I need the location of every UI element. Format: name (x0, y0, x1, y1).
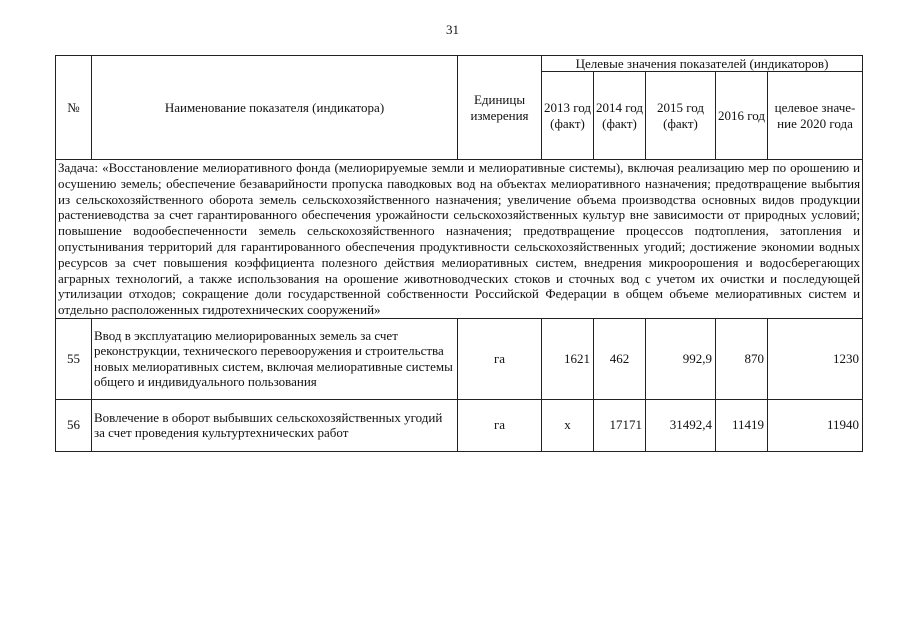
row-number: 55 (56, 318, 92, 399)
indicator-name: Вовлечение в оборот выбывших сельскохозяйственных угодий за счет проведения культуртехнических работ (92, 399, 458, 451)
header-target-values: Целевые значения показателей (индикаторов) (542, 56, 863, 72)
value-2015: 31492,4 (646, 399, 716, 451)
header-year-2014: 2014 год (факт) (594, 72, 646, 160)
header-number: № (56, 56, 92, 160)
indicator-name: Ввод в эксплуатацию мелиорированных земель за счет реконструкции, технического перевооружения и строительства новых мелиоративных систем, включая мелиоративные системы общего и индивидуального пользования (92, 318, 458, 399)
header-target-2020: целевое значе-ние 2020 года (768, 72, 863, 160)
table-row (56, 399, 863, 451)
header-year-2013: 2013 год (факт) (542, 72, 594, 160)
value-2016: 11419 (716, 399, 768, 451)
header-year-2016: 2016 год (716, 72, 768, 160)
indicators-table (55, 55, 863, 452)
value-2016: 870 (716, 318, 768, 399)
value-2020: 1230 (768, 318, 863, 399)
value-2013: х (542, 399, 594, 451)
task-description: Задача: «Восстановление мелиоративного фонда (мелиорируемые земли и мелиоративные системы), включая реализацию мер по орошению и осушению земель; обеспечение безаварийности пропуска паводковых вод на объектах мелиоративного назначения; предотвращение выбытия из сельскохозяйственного оборота земель сельскохозяйственного назначения; увеличение объема производства основных видов продукции растениеводства за счет гарантированного обеспечения урожайности сельскохозяйственных культур вне зависимости от природных условий; повышение водообеспеченности земель сельскохозяйственного назначения; предотвращение процессов подтопления, затопления и опустынивания территорий для гарантированного обеспечения продуктивности сельскохозяйственных угодий; достижение экономии водных ресурсов за счет повышения коэффициента полезного действия мелиоративных систем, внедрения микроорошения и водосберегающих аграрных технологий, а также использования на орошение животноводческих стоков и сточных вод с учетом их очистки и последующей утилизации отходов; сокращение доли государственной собственности Российской Федерации в общем объеме мелиоративных систем и отдельно расположенных гидротехнических сооружений» (56, 160, 863, 319)
value-2014: 17171 (594, 399, 646, 451)
value-2014: 462 (594, 318, 646, 399)
value-2013: 1621 (542, 318, 594, 399)
page-number: 31 (446, 22, 459, 37)
header-year-2015: 2015 год (факт) (646, 72, 716, 160)
value-2020: 11940 (768, 399, 863, 451)
header-indicator-name: Наименование показателя (индикатора) (92, 56, 458, 160)
value-2015: 992,9 (646, 318, 716, 399)
header-unit: Единицы измерения (458, 56, 542, 160)
unit-cell: га (458, 399, 542, 451)
row-number: 56 (56, 399, 92, 451)
unit-cell: га (458, 318, 542, 399)
table-row (56, 318, 863, 399)
